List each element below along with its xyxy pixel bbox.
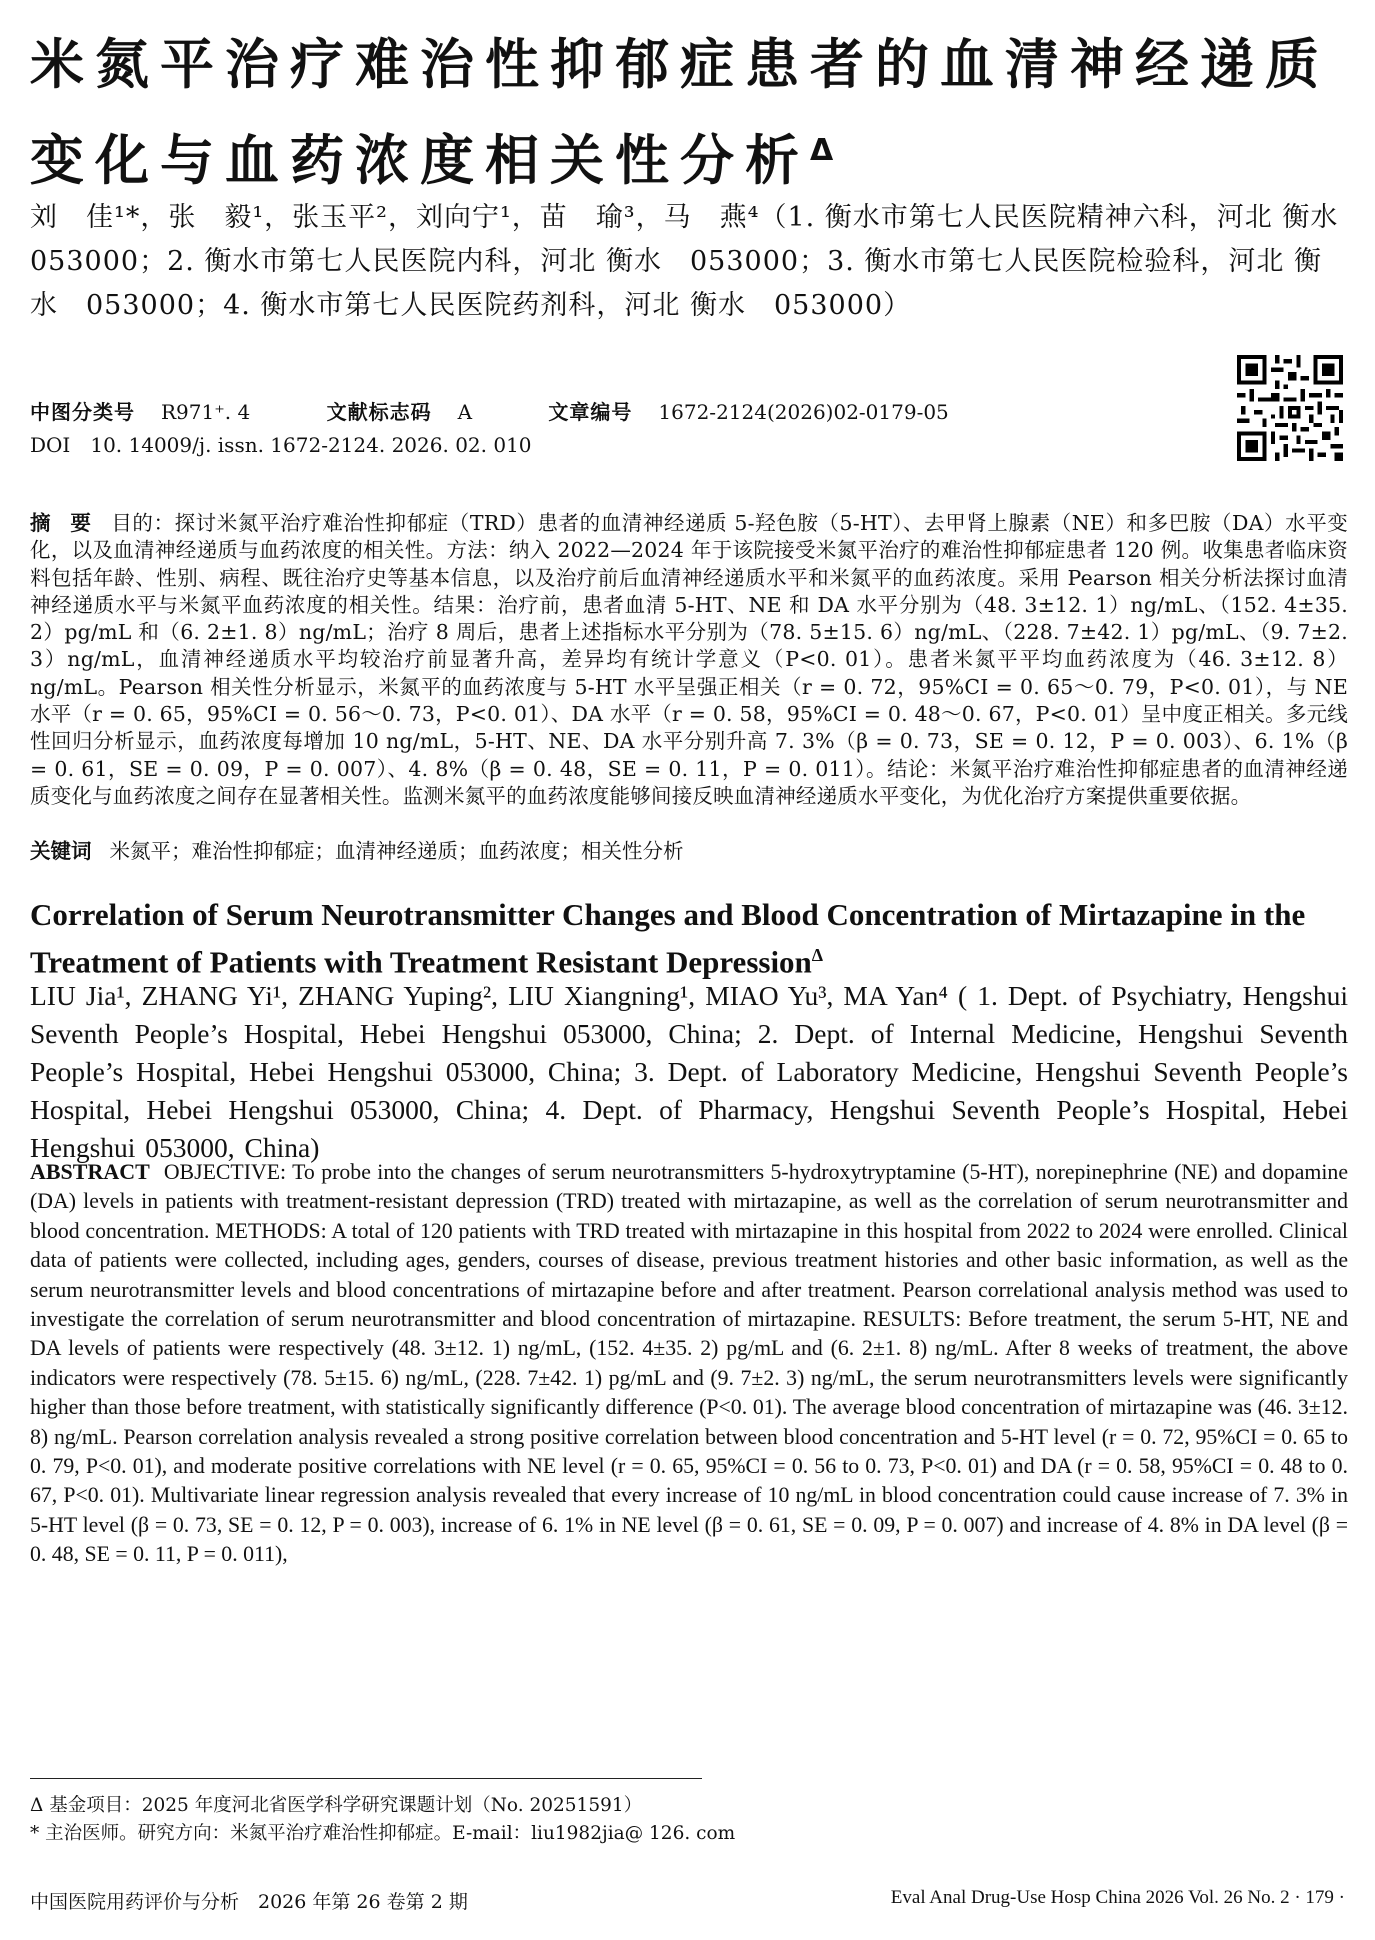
english-title bbox=[30, 894, 1348, 982]
english-abstract-label: ABSTRACT bbox=[30, 1159, 150, 1184]
chinese-abstract-label: 摘 要 bbox=[30, 511, 98, 535]
english-title-fund-mark: Δ bbox=[811, 945, 824, 965]
doc-code-label: 文献标志码 bbox=[326, 400, 432, 424]
doi-line bbox=[30, 433, 532, 457]
english-abstract bbox=[30, 1157, 1348, 1570]
article-no-label: 文章编号 bbox=[548, 400, 633, 424]
footnote-fund: Δ 基金项目：2025 年度河北省医学科学研究课题计划（No. 20251591） bbox=[30, 1795, 643, 1816]
english-author-affiliations: LIU Jia¹, ZHANG Yi¹, ZHANG Yuping², LIU Xiangning¹, MIAO Yu³, MA Yan⁴ ( 1. Dept. of Psychiatry, Hengshui Seventh People’s Hospital, Hebei Hengshui 053000, China; 2. Dept. of Internal Medicine, Hengshui Seventh People’s Hospital, Hebei Hengshui 053000, China; 3. Dept. of Laboratory Medicine, Hengshui Seventh People’s Hospital, Hebei Hengshui 053000, China; 4. Dept. of Pharmacy, Hengshui Seventh People’s Hospital, Hebei Hengshui 053000, China) bbox=[30, 980, 1348, 1163]
article-title-text: 米氮平治疗难治性抑郁症患者的血清神经递质变化与血药浓度相关性分析 bbox=[30, 33, 1330, 192]
qr-code-icon[interactable] bbox=[1237, 355, 1343, 461]
article-no-value: 1672-2124(2026)02-0179-05 bbox=[658, 400, 949, 424]
author-affiliations: 刘 佳¹*，张 毅¹，张玉平²，刘向宁¹，苗 瑜³，马 燕⁴（1. 衡水市第七人民医院精神六科，河北 衡水 053000；2. 衡水市第七人民医院内科，河北 衡水 053000；3. 衡水市第七人民医院检验科，河北 衡水 053000；4. 衡水市第七人民医院药剂科，河北 衡水 053000） bbox=[30, 202, 1367, 321]
classification-line bbox=[30, 396, 1180, 425]
footnote-author: * 主治医师。研究方向：米氮平治疗难治性抑郁症。E-mail：liu1982jia@ 126. com bbox=[30, 1823, 736, 1844]
footer-journal-cn: 中国医院用药评价与分析 2026 年第 26 卷第 2 期 bbox=[30, 1891, 468, 1913]
english-title-text: Correlation of Serum Neurotransmitter Changes and Blood Concentration of Mirtazapine in the Treatment of Patients with Treatment Resistant Depression bbox=[30, 897, 1306, 980]
article-title bbox=[30, 22, 1350, 204]
english-abstract-text: OBJECTIVE: To probe into the changes of serum neurotransmitters 5-hydroxytryptamine (5-HT), norepinephrine (NE) and dopamine (DA) levels in patients with treatment-resistant depression (TRD) treated with mirtazapine, as well as the correlation of serum neurotransmitter and blood concentration. METHODS: A total of 120 patients with TRD treated with mirtazapine in this hospital from 2022 to 2024 were enrolled. Clinical data of patients were collected, including ages, genders, courses of disease, previous treatment histories and other basic information, as well as the serum neurotransmitter levels and blood concentrations of mirtazapine before and after treatment. Pearson correlational analysis method was used to investigate the correlation of serum neurotransmitter and blood concentration of mirtazapine. RESULTS: Before treatment, the serum 5-HT, NE and DA levels of patients were respectively (48. 3±12. 1) ng/mL, (152. 4±35. 2) pg/mL and (6. 2±1. 8) ng/mL. After 8 weeks of treatment, the above indicators were respectively (78. 5±15. 6) ng/mL, (228. 7±42. 1) pg/mL and (9. 7±2. 3) ng/mL, the serum neurotransmitters levels were significantly higher than those before treatment, with statistically significantly difference (P<0. 01). The average blood concentration of mirtazapine was (46. 3±12. 8) ng/mL. Pearson correlation analysis revealed a strong positive correlation between blood concentration and 5-HT level (r = 0. 72, 95%CI = 0. 65 to 0. 79, P<0. 01), and moderate positive correlations with NE level (r = 0. 65, 95%CI = 0. 56 to 0. 73, P<0. 01) and DA (r = 0. 58, 95%CI = 0. 48 to 0. 67, P<0. 01). Multivariate linear regression analysis revealed that every increase of 10 ng/mL in blood concentration could cause increase of 7. 3% in 5-HT level (β = 0. 73, SE = 0. 12, P = 0. 003), increase of 6. 1% in NE level (β = 0. 61, SE = 0. 09, P = 0. 007) and increase of 4. 8% in DA level (β = 0. 48, SE = 0. 11, P = 0. 011), bbox=[30, 1160, 1348, 1567]
chinese-keywords bbox=[30, 838, 1348, 865]
chinese-abstract bbox=[30, 510, 1348, 810]
doi-value: 10. 14009/j. issn. 1672-2124. 2026. 02. 010 bbox=[90, 433, 532, 457]
title-fund-mark: Δ bbox=[810, 133, 834, 168]
footer-journal-en: Eval Anal Drug-Use Hosp China 2026 Vol. 26 No. 2 · 179 · bbox=[890, 1887, 1345, 1908]
doi-label: DOI bbox=[30, 433, 71, 457]
doc-code-value: A bbox=[457, 400, 473, 424]
chinese-keywords-text: 米氮平；难治性抑郁症；血清神经递质；血药浓度；相关性分析 bbox=[109, 839, 684, 863]
chinese-keywords-label: 关键词 bbox=[30, 839, 92, 863]
clc-value: R971⁺. 4 bbox=[161, 400, 251, 424]
clc-label: 中图分类号 bbox=[30, 400, 135, 424]
footnote-divider bbox=[30, 1778, 702, 1779]
chinese-abstract-text: 目的：探讨米氮平治疗难治性抑郁症（TRD）患者的血清神经递质 5-羟色胺（5-HT）、去甲肾上腺素（NE）和多巴胺（DA）水平变化，以及血清神经递质与血药浓度的相关性。方法：纳入 2022—2024 年于该院接受米氮平治疗的难治性抑郁症患者 120 例。收集患者临床资料包括年龄、性别、病程、既往治疗史等基本信息，以及治疗前后血清神经递质水平和米氮平的血药浓度。采用 Pearson 相关分析法探讨血清神经递质水平与米氮平血药浓度的相关性。结果：治疗前，患者血清 5-HT、NE 和 DA 水平分别为（48. 3±12. 1）ng/mL、（152. 4±35. 2）pg/mL 和（6. 2±1. 8）ng/mL；治疗 8 周后，患者上述指标水平分别为（78. 5±15. 6）ng/mL、（228. 7±42. 1）pg/mL、（9. 7±2. 3）ng/mL，血清神经递质水平均较治疗前显著升高，差异均有统计学意义（P<0. 01）。患者米氮平平均血药浓度为（46. 3±12. 8）ng/mL。Pearson 相关性分析显示，米氮平的血药浓度与 5-HT 水平呈强正相关（r = 0. 72，95%CI = 0. 65～0. 79，P<0. 01），与 NE 水平（r = 0. 65，95%CI = 0. 56～0. 73，P<0. 01）、DA 水平（r = 0. 58，95%CI = 0. 48～0. 67，P<0. 01）呈中度正相关。多元线性回归分析显示，血药浓度每增加 10 ng/mL，5-HT、NE、DA 水平分别升高 7. 3%（β = 0. 73，SE = 0. 12，P = 0. 003）、6. 1%（β = 0. 61，SE = 0. 09，P = 0. 007）、4. 8%（β = 0. 48，SE = 0. 11，P = 0. 011）。结论：米氮平治疗难治性抑郁症患者的血清神经递质变化与血药浓度之间存在显著相关性。监测米氮平的血药浓度能够间接反映血清神经递质水平变化，为优化治疗方案提供重要依据。 bbox=[30, 511, 1348, 808]
